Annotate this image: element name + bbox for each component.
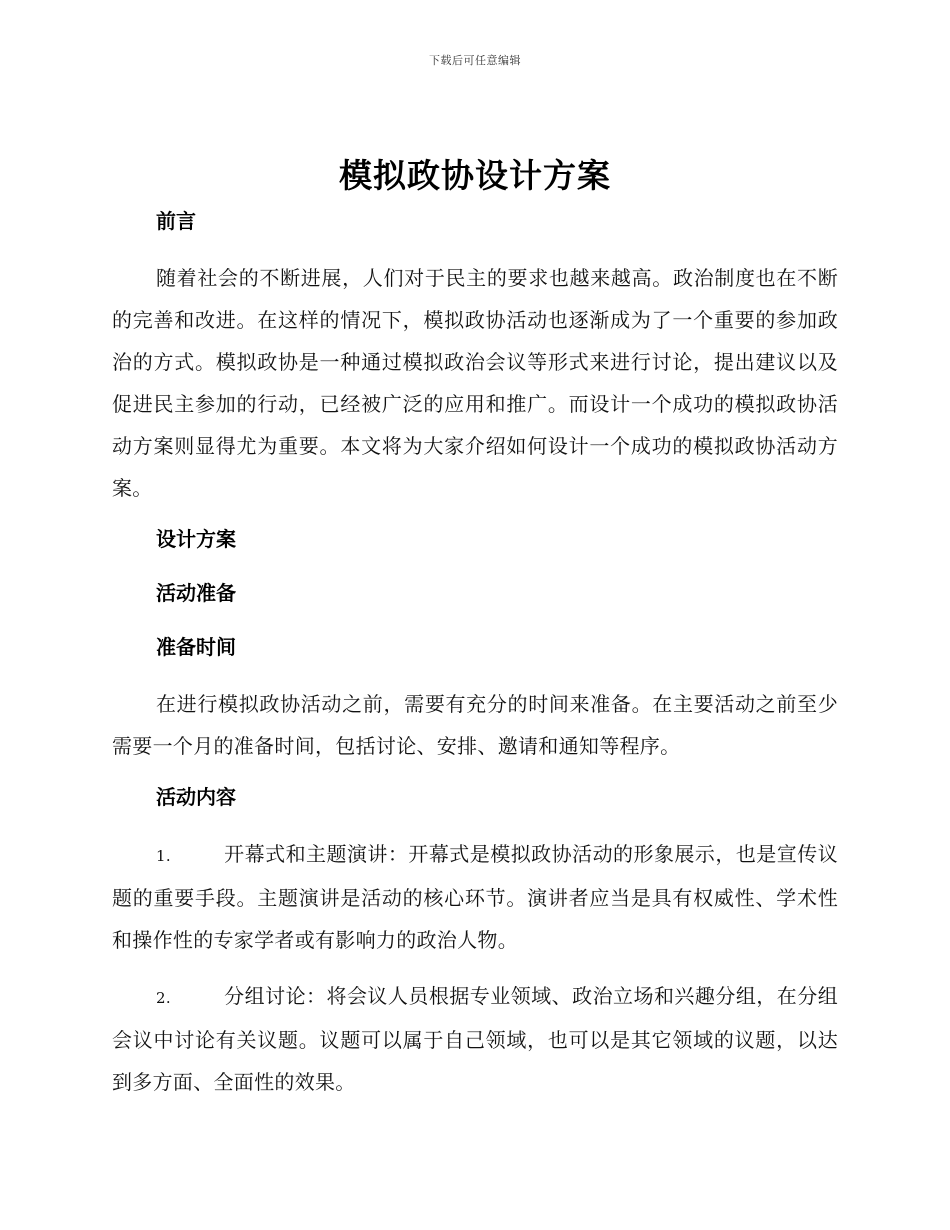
document-title: 模拟政协设计方案: [339, 156, 611, 195]
heading-preparation-time: 准备时间: [156, 635, 236, 659]
list-item-text: 开幕式和主题演讲：开幕式是模拟政协活动的形象展示，也是宣传议题的重要手段。主题演讲是活动的核心环节。演讲者应当是具有权威性、学术性和操作性的专家学者或有影响力的政治人物。: [112, 842, 838, 952]
header-note: 下载后可任意编辑: [429, 54, 521, 67]
paragraph-preface: 随着社会的不断进展，人们对于民主的要求也越来越高。政治制度也在不断的完善和改进。在这样的情况下，模拟政协活动也逐渐成为了一个重要的参加政治的方式。模拟政协是一种通过模拟政治会议等形式来进行讨论，提出建议以及促进民主参加的行动，已经被广泛的应用和推广。而设计一个成功的模拟政协活动方案则显得尤为重要。本文将为大家介绍如何设计一个成功的模拟政协活动方案。: [112, 266, 838, 500]
document-body: [112, 203, 838, 1117]
list-item-number: 2.: [156, 989, 171, 1007]
list-item: [112, 833, 838, 961]
list-item-number: 1.: [156, 847, 171, 865]
paragraph-preparation-time: 在进行模拟政协活动之前，需要有充分的时间来准备。在主要活动之前至少需要一个月的准备时间，包括讨论、安排、邀请和通知等程序。: [112, 692, 838, 758]
heading-activity-content: 活动内容: [156, 785, 236, 809]
list-item: [112, 975, 838, 1103]
list-item-text: 分组讨论：将会议人员根据专业领域、政治立场和兴趣分组，在分组会议中讨论有关议题。议题可以属于自己领域，也可以是其它领域的议题，以达到多方面、全面性的效果。: [112, 984, 838, 1094]
heading-design: 设计方案: [156, 527, 236, 551]
heading-preparation: 活动准备: [156, 581, 236, 605]
heading-preface: 前言: [156, 209, 196, 233]
